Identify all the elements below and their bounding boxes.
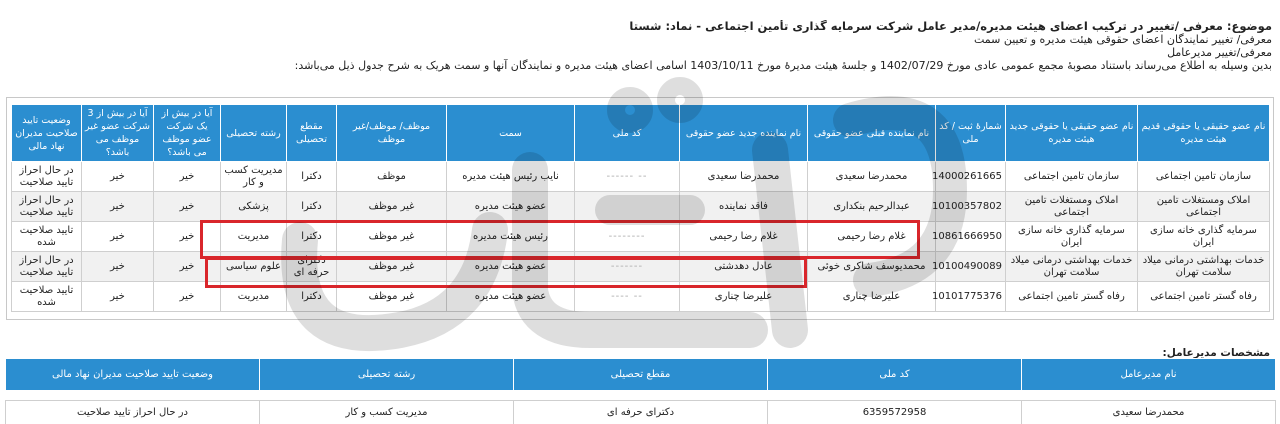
- table-cell: 10861666950: [936, 222, 1006, 252]
- table-cell: عبدالرحیم بنکداری: [808, 192, 936, 222]
- table-cell: رئیس هیئت مدیره: [447, 222, 575, 252]
- table-cell: خیر: [82, 252, 154, 282]
- table-cell: خیر: [82, 282, 154, 312]
- table-cell: علیرضا چناری: [680, 282, 808, 312]
- col-multi-executive: آیا در بیش از یک شرکت عضو موظف می باشد؟: [154, 105, 221, 162]
- col-registration-number: شمارهٔ ثبت / کد ملی: [936, 105, 1006, 162]
- announcement-subject: موضوع: معرفی /تغییر در ترکیب اعضای هیئت مدیره/مدیر عامل شرکت سرمایه گذاری تأمین اجتماعی - نماد: شستا: [629, 20, 1272, 33]
- table-cell: محمدرضا سعیدی: [680, 162, 808, 192]
- col-old-member: نام عضو حقیقی یا حقوقی قدیم هیئت مدیره: [1138, 105, 1270, 162]
- announcement-line-description: بدین وسیله به اطلاع می‌رساند باستناد مصوبهٔ مجمع عمومی عادی مورخ 1402/07/29 و جلسهٔ هیئت مدیرهٔ مورخ 1403/10/11 اسامی اعضای هیئت مدیره و نمایندگان آنها و سمت هریک به شرح جدول ذیل می‌باشد:: [294, 59, 1272, 72]
- col-field: رشته تحصیلی: [221, 105, 287, 162]
- table-cell: تایید صلاحیت شده: [12, 222, 82, 252]
- table-cell: خیر: [154, 162, 221, 192]
- announcement-header: [10, 20, 1272, 72]
- masked-national-code: -- ----: [611, 290, 643, 302]
- table-cell: رفاه گستر تامین اجتماعی: [1138, 282, 1270, 312]
- table-row: [12, 162, 1270, 192]
- table-cell: سرمایه گذاری خانه سازی ایران: [1006, 222, 1138, 252]
- table-cell: خیر: [82, 162, 154, 192]
- table-cell: 10101775376: [936, 282, 1006, 312]
- table-cell: مدیریت: [221, 282, 287, 312]
- table-cell: مدیریت کسب و کار: [221, 162, 287, 192]
- masked-national-code: -- ------: [606, 170, 648, 182]
- table-cell: دکترای حرفه ای: [287, 252, 337, 282]
- col-degree: مقطع تحصیلی: [287, 105, 337, 162]
- table-cell: غیر موظف: [337, 192, 447, 222]
- table-cell: خیر: [154, 222, 221, 252]
- spacer-row: [6, 391, 1276, 401]
- table-cell: عضو هیئت مدیره: [447, 252, 575, 282]
- table-cell: عضو هیئت مدیره: [447, 192, 575, 222]
- ceo-qualification: در حال احراز تایید صلاحیت: [6, 401, 260, 424]
- manager-header-row: [6, 359, 1276, 391]
- table-cell: غیر موظف: [337, 252, 447, 282]
- table-cell: 14000261665: [936, 162, 1006, 192]
- table-cell: علوم سیاسی: [221, 252, 287, 282]
- table-cell: مدیریت: [221, 222, 287, 252]
- table-cell: املاک ومستغلات تامین اجتماعی: [1006, 192, 1138, 222]
- table-cell: دکترا: [287, 282, 337, 312]
- col-ceo-field: رشته تحصیلی: [260, 359, 514, 391]
- table-cell: دکترا: [287, 162, 337, 192]
- ceo-name: محمدرضا سعیدی: [1022, 401, 1276, 424]
- table-cell: عادل دهدشتی: [680, 252, 808, 282]
- col-position: سمت: [447, 105, 575, 162]
- table-cell: [575, 192, 680, 222]
- table-cell: محمدیوسف شاکری خوئی: [808, 252, 936, 282]
- table-cell: غلام رضا رحیمی: [808, 222, 936, 252]
- col-new-member: نام عضو حقیقی یا حقوقی جدید هیئت مدیره: [1006, 105, 1138, 162]
- table-cell: 10100490089: [936, 252, 1006, 282]
- table-cell: عضو هیئت مدیره: [447, 282, 575, 312]
- table-cell: سرمایه گذاری خانه سازی ایران: [1138, 222, 1270, 252]
- col-qualification-status: وضعیت تایید صلاحیت مدیران نهاد مالی: [12, 105, 82, 162]
- board-header-row: [12, 105, 1270, 162]
- table-cell: غیر موظف: [337, 282, 447, 312]
- table-cell: دکترا: [287, 192, 337, 222]
- table-cell: پزشکی: [221, 192, 287, 222]
- table-row: [12, 192, 1270, 222]
- table-cell: خیر: [154, 252, 221, 282]
- ceo-national-code: 6359572958: [768, 401, 1022, 424]
- table-cell: در حال احراز تایید صلاحیت: [12, 252, 82, 282]
- ceo-field: مدیریت کسب و کار: [260, 401, 514, 424]
- table-cell: خیر: [82, 192, 154, 222]
- col-ceo-degree: مقطع تحصیلی: [514, 359, 768, 391]
- table-cell: غیر موظف: [337, 222, 447, 252]
- ceo-degree: دکترای حرفه ای: [514, 401, 768, 424]
- table-cell: خیر: [154, 282, 221, 312]
- highlight-box-member-row: [205, 257, 807, 288]
- col-national-code: کد ملی: [575, 105, 680, 162]
- table-cell: دکترا: [287, 222, 337, 252]
- manager-table: [5, 358, 1276, 424]
- announcement-line-ceo: معرفی/تغییر مدیرعامل: [1167, 46, 1272, 59]
- col-multi-nonexecutive: آیا در بیش از 3 شرکت عضو غیر موظف می باشد؟: [82, 105, 154, 162]
- table-cell: سازمان تامین اجتماعی: [1138, 162, 1270, 192]
- col-ceo-qualification: وضعیت تایید صلاحیت مدیران نهاد مالی: [6, 359, 260, 391]
- highlight-box-chairman-row: [200, 220, 920, 259]
- masked-national-code: --------: [608, 230, 646, 242]
- table-cell: رفاه گستر تامین اجتماعی: [1006, 282, 1138, 312]
- table-cell: خیر: [82, 222, 154, 252]
- table-cell: سازمان تامین اجتماعی: [1006, 162, 1138, 192]
- table-cell: خدمات بهداشتی درمانی میلاد سلامت تهران: [1006, 252, 1138, 282]
- manager-section-title: مشخصات مدیرعامل:: [1162, 347, 1270, 359]
- table-cell: محمدرضا سعیدی: [808, 162, 936, 192]
- table-cell: [575, 162, 680, 192]
- table-cell: 10100357802: [936, 192, 1006, 222]
- table-row: [6, 401, 1276, 424]
- table-cell: فاقد نماینده: [680, 192, 808, 222]
- table-cell: نایب رئیس هیئت مدیره: [447, 162, 575, 192]
- table-cell: تایید صلاحیت شده: [12, 282, 82, 312]
- col-previous-representative: نام نماینده قبلی عضو حقوقی: [808, 105, 936, 162]
- masked-national-code: -------: [610, 260, 644, 272]
- table-cell: علیرضا چناری: [808, 282, 936, 312]
- table-cell: غلام رضا رحیمی: [680, 222, 808, 252]
- table-cell: خدمات بهداشتی درمانی میلاد سلامت تهران: [1138, 252, 1270, 282]
- col-executive-status: موظف/ موظف/غیر موظف: [337, 105, 447, 162]
- table-cell: خیر: [154, 192, 221, 222]
- table-cell: در حال احراز تایید صلاحیت: [12, 192, 82, 222]
- table-cell: موظف: [337, 162, 447, 192]
- table-cell: املاک ومستغلات تامین اجتماعی: [1138, 192, 1270, 222]
- table-cell: در حال احراز تایید صلاحیت: [12, 162, 82, 192]
- col-ceo-national-code: کد ملی: [768, 359, 1022, 391]
- announcement-line-representatives: معرفی/ تغییر نمایندگان اعضای حقوقی هیئت مدیره و تعیین سمت: [973, 33, 1272, 46]
- col-new-representative: نام نماینده جدید عضو حقوقی: [680, 105, 808, 162]
- col-ceo-name: نام مدیرعامل: [1022, 359, 1276, 391]
